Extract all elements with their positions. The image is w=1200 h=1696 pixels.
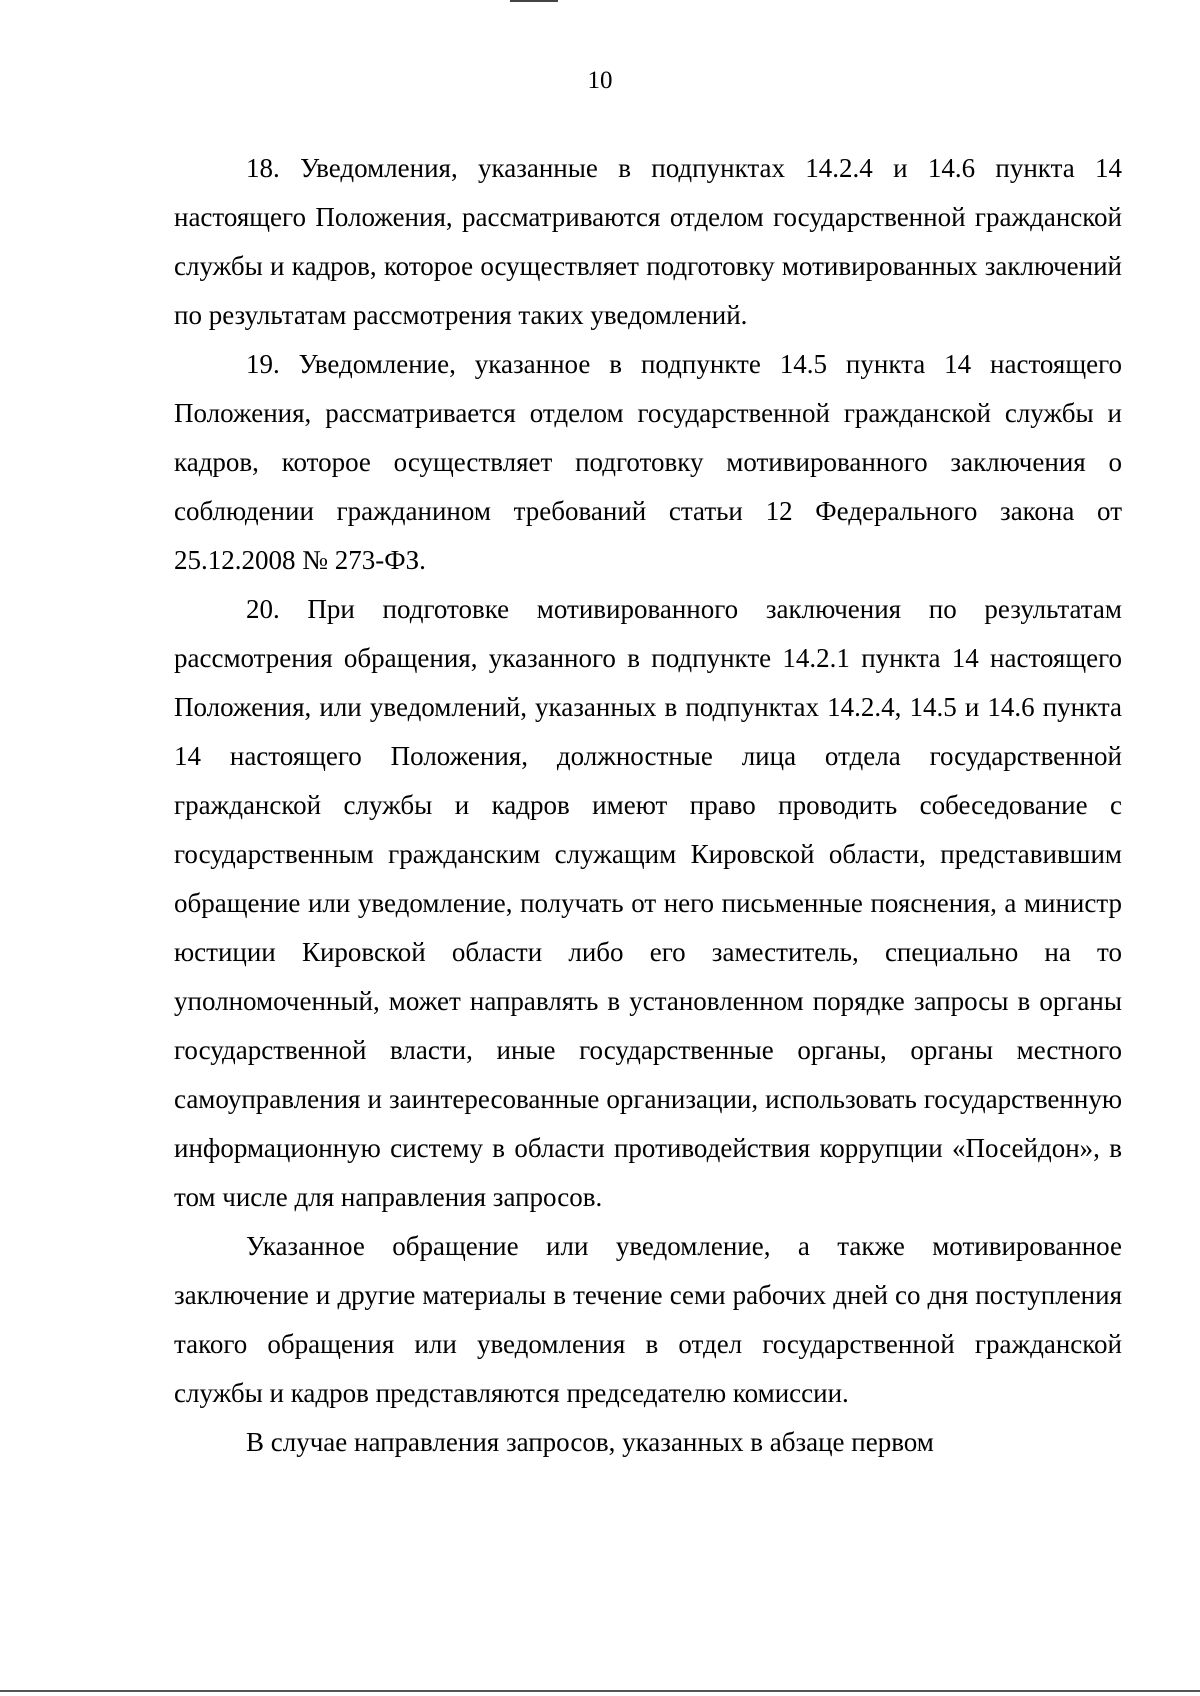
scan-edge-line [0, 1690, 1200, 1692]
scan-mark [510, 0, 558, 2]
paragraph-20: 20. При подготовке мотивированного заключения по результатам рассмотрения обращения, указанного в подпункте 14.2.1 пункта 14 настоящего Положения, или уведомлений, указанных в подпунктах 14.2.4, 14.5 и 14.6 пункта 14 настоящего Положения, должностные лица отдела государственной гражданской службы и кадров имеют право проводить собеседование с государственным гражданским служащим Кировской области, представившим обращение или уведомление, получать от него письменные пояснения, а министр юстиции Кировской области либо его заместитель, специально на то уполномоченный, может направлять в установленном порядке запросы в органы государственной власти, иные государственные органы, органы местного самоуправления и заинтересованные организации, использовать государственную информационную систему в области противодействия коррупции «Посейдон», в том числе для направления запросов. [174, 594, 1122, 1212]
paragraph-19: 19. Уведомление, указанное в подпункте 14.5 пункта 14 настоящего Положения, рассматривается отделом государственной гражданской службы и кадров, которое осуществляет подготовку мотивированного заключения о соблюдении гражданином требований статьи 12 Федерального закона от 25.12.2008 № 273-ФЗ. [174, 349, 1122, 575]
paragraph-18: 18. Уведомления, указанные в подпунктах 14.2.4 и 14.6 пункта 14 настоящего Положения, рассматриваются отделом государственной гражданской службы и кадров, которое осуществляет подготовку мотивированных заключений по результатам рассмотрения таких уведомлений. [174, 153, 1122, 330]
paragraph-submission: Указанное обращение или уведомление, а также мотивированное заключение и другие материалы в течение семи рабочих дней со дня поступления такого обращения или уведомления в отдел государственной гражданской службы и кадров представляются председателю комиссии. [174, 1231, 1122, 1408]
paragraph-requests-continued: В случае направления запросов, указанных в абзаце первом [246, 1427, 934, 1457]
document-body [174, 144, 1122, 1467]
page-number: 10 [587, 67, 613, 94]
